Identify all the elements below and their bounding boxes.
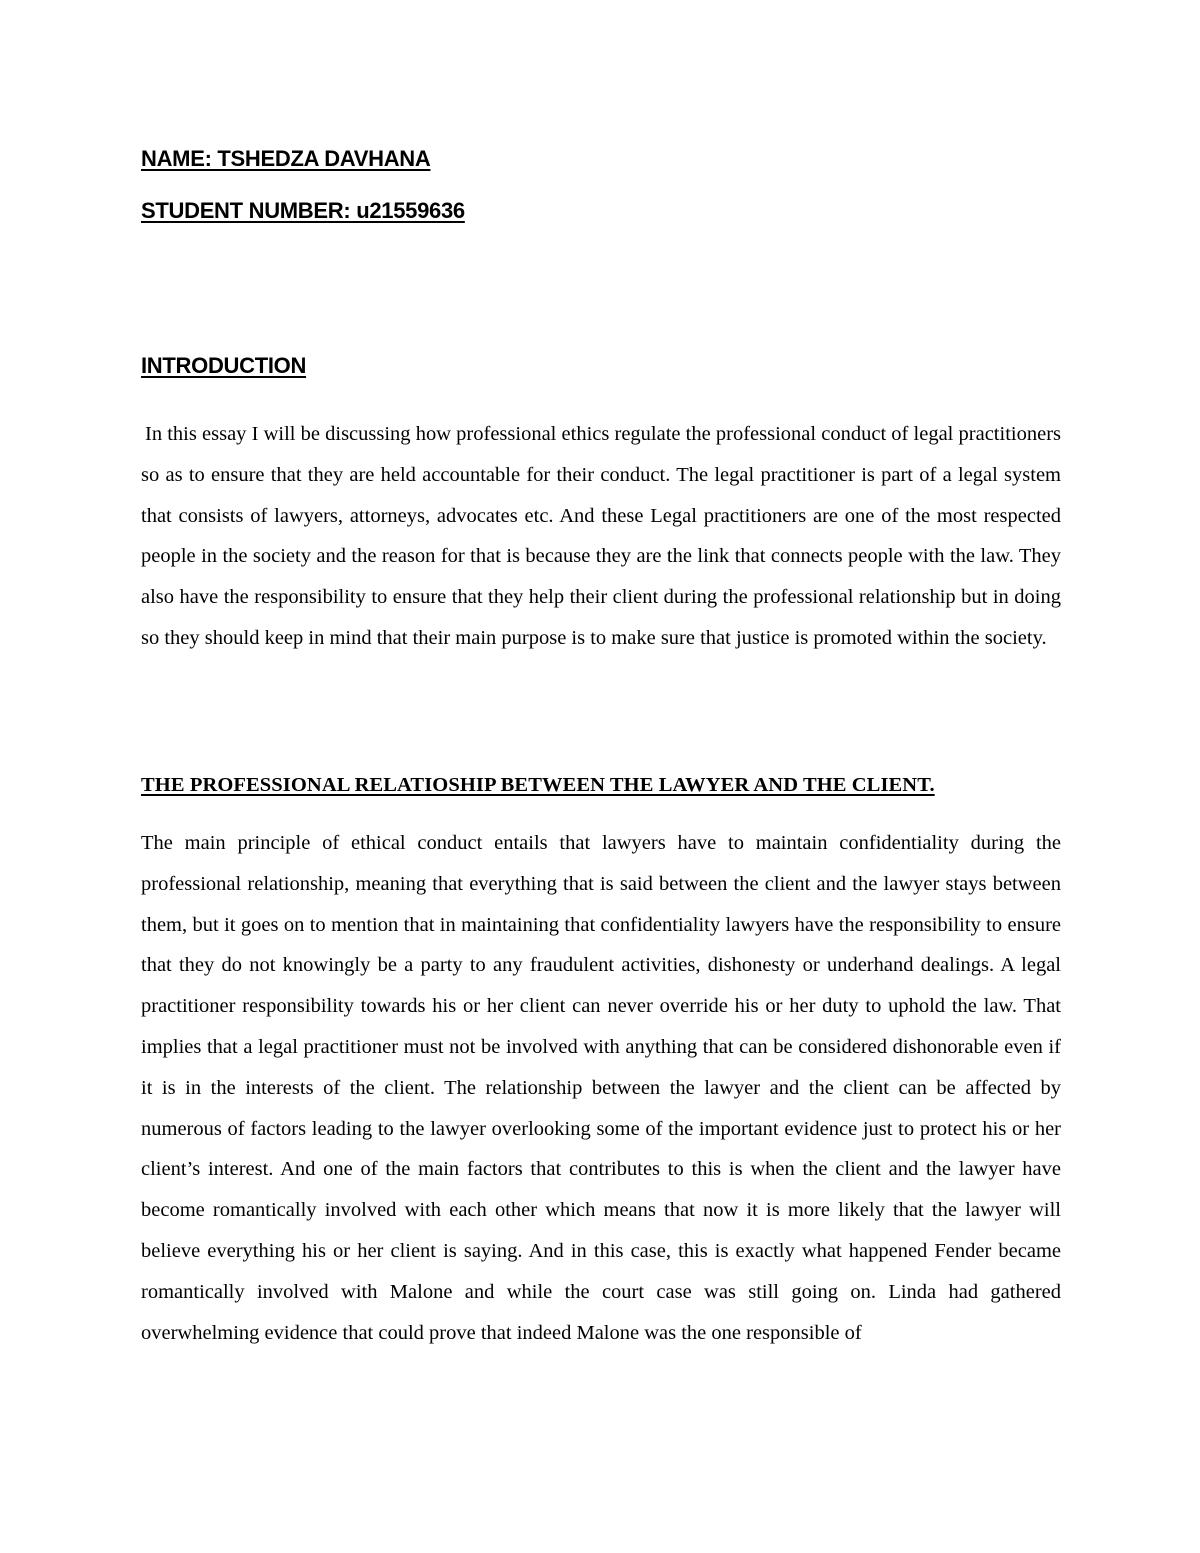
introduction-heading: INTRODUCTION <box>141 353 307 378</box>
student-name: NAME: TSHEDZA DAVHANA <box>141 146 431 171</box>
section-paragraph: The main principle of ethical conduct entails that lawyers have to maintain confidentiality during the professional relationship, meaning that everything that is said between the client and the lawyer stays between them, but it goes on to mention that in maintaining that confidentiality lawyers have the responsibility to ensure that they do not knowingly be a party to any fraudulent activities, dishonesty or underhand dealings. A legal practitioner responsibility towards his or her client can never override his or her duty to uphold the law. That implies that a legal practitioner must not be involved with anything that can be considered dishonorable even if it is in the interests of the client. The relationship between the lawyer and the client can be affected by numerous of factors leading to the lawyer overlooking some of the important evidence just to protect his or her client’s interest. And one of the main factors that contributes to this is when the client and the lawyer have become romantically involved with each other which means that now it is more likely that the lawyer will believe everything his or her client is saying. And in this case, this is exactly what happened Fender became romantically involved with Malone and while the court case was still going on. Linda had gathered overwhelming evidence that could prove that indeed Malone was the one responsible of <box>141 832 1061 1344</box>
section-heading: THE PROFESSIONAL RELATIOSHIP BETWEEN THE LAWYER AND THE CLIENT. <box>141 774 935 796</box>
introduction-paragraph: In this essay I will be discussing how professional ethics regulate the professional conduct of legal practitioners so as to ensure that they are held accountable for their conduct. The legal practitioner is part of a legal system that consists of lawyers, attorneys, advocates etc. And these Legal practitioners are one of the most respected people in the society and the reason for that is because they are the link that connects people with the law. They also have the responsibility to ensure that they help their client during the professional relationship but in doing so they should keep in mind that their main purpose is to make sure that justice is promoted within the society. <box>141 423 1061 649</box>
student-number: STUDENT NUMBER: u21559636 <box>141 198 465 223</box>
